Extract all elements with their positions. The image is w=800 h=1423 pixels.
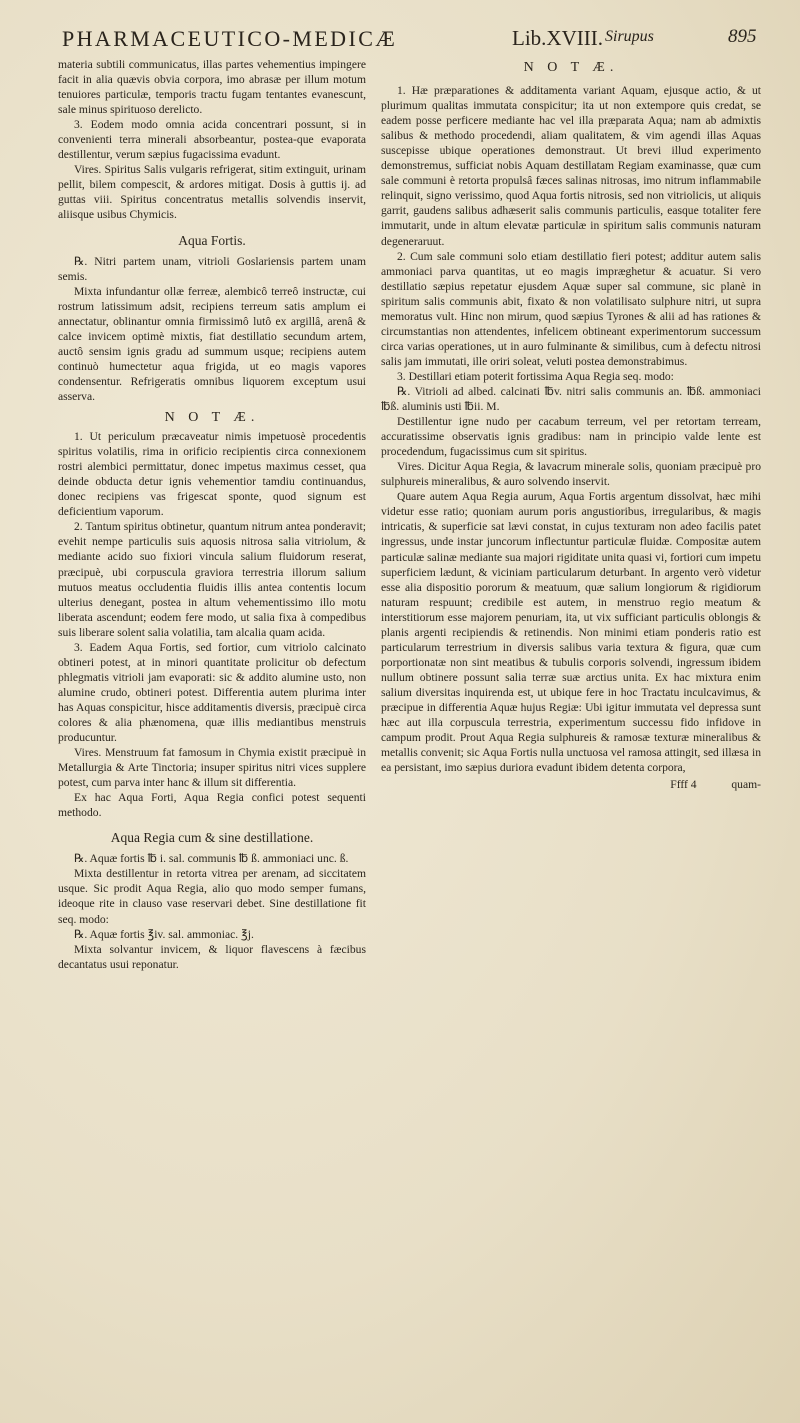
note: 2. Tantum spiritus obtinetur, quantum nitrum antea ponderavit; evehit nempe particulis suis aquosis nitrosa salia vitriolum, & mediante acido suo fixiori vincula salium fluidorum reserat, præcipuè, ubi corpuscula graviora terrestria illorum salium mutuos meatus occludentia fluidis illis antea contentis locum ulterius denegant, postea in altum vehementissimo illo motu liberata ascendunt; eodem fere modo, ut salia fixa à compedibus suis liberare solent salia volatilia, tam alcalia quam acida. <box>58 520 366 639</box>
running-header <box>60 20 790 54</box>
left-column <box>58 57 366 972</box>
recipe: ℞. Nitri partem unam, vitrioli Goslariensis partem unam semis. <box>58 254 366 283</box>
note: 1. Ut periculum præcaveatur nimis impetuosè procedentis spiritus volatilis, rima in orificio recipientis circa connexionem rostri alembici permittatur, donec impetus maximus cesset, qua deinde obducta detur ignis vehementior tamdiu continuandus, donec recipiens vas frigescat sponte, quod signum est deficientium vaporum. <box>58 430 366 519</box>
section-heading: Aqua Fortis. <box>178 232 246 248</box>
book-number: Lib.XVIII. <box>512 26 603 50</box>
notes-heading: N O T Æ. <box>523 60 619 75</box>
paragraph: 3. Eodem modo omnia acida concentrari possunt, si in convenienti terra minerali absorbeantur, postea-que evaporata destillentur, verum sæpius fugacissima evadunt. <box>58 118 366 162</box>
paragraph: materia subtili communicatus, illas partes vehementius impingere facit in alia quævis obvia corpora, imo abrasæ per illum motum tenuiores particulæ, temporis tractu fugam tentantes evanescunt, sale minus spirituoso derelicto. <box>58 58 366 117</box>
recipe: ℞. Aquæ fortis ℥iv. sal. ammoniac. ℥j. <box>74 927 254 941</box>
section-heading: Aqua Regia cum & sine destillatione. <box>110 830 314 846</box>
paragraph: Quare autem Aqua Regia aurum, Aqua Fortis argentum dissolvat, hæc mihi videtur esse ratio; quoniam aurum poris angustioribus, irregularibus, & magis intricatis, & superficie sat lævi constat, in cujus texturam non adeo facilis patet ingressus, unde instar juncorum inflectuntur particulæ fluidæ. Compositæ autem particulæ salinæ mediante sua majori rigiditate unita quasi vi, fortiori cum impetu superficiem lædunt, & viciniam particularum deturbant. In argento verò videtur esse alia dispositio pororum & meatuum, quæ salium longiorum & rigidiorum naturam respuunt; credibile est autem, in menstruo regio meatum & interstitiorum esse majorem penuriam, ita, ut vix sufficiant particulis oblongis & planis argenti recipiendis & retinendis. Non minimi etiam ponderis ratio est particularum terrestrium in diversis salibus varia textura & figura, quæ cum porportionatæ non sint meatibus & tubulis corporis solvendi, ingressum ibidem nullum obtinere possunt salia terræ suæ arctius unita. Ex hac mixtura enim salium diversitas inquirenda est, ut ubique fere in hoc Tractatu inculcavimus, & præcipue in differentia Aquæ hujus Regiæ: Ubi igitur immutata vel depressa sunt hæc aut illa corpuscula terrestria, experimentum successu fido infidove in campum prodit. Prout Aqua Regia sulphureis & ramosæ texturæ mineralibus & metallis convenit; sic Aqua Fortis nulla unctuosa vel ramosa attingit, sed illæsa in ea persistant, imo sæpius duriora evadunt ibidem detenta corpora, <box>381 490 761 775</box>
recipe: ℞. Aquæ fortis ℔ i. sal. communis ℔ ß. ammoniaci unc. ß. <box>74 852 349 866</box>
note: Vires. Menstruum fat famosum in Chymia existit præcipuè in Metallurgia & Arte Tinctoria; insuper spiritus nitri vices supplere potest, cum parva inter hanc & illum sit differentia. <box>58 746 366 790</box>
section-title: Sirupus <box>605 28 654 45</box>
catchword: quam- <box>731 778 761 792</box>
paragraph: Destillentur igne nudo per cacabum terreum, vel per retortam terream, accuratissime observatis ignis gradibus: nam in principio valde lente est procedendum, fugacissimus cum sit spiritus. <box>381 415 761 459</box>
note: Ex hac Aqua Forti, Aqua Regia confici potest sequenti methodo. <box>58 791 366 820</box>
signature-mark: Ffff 4 <box>670 778 697 792</box>
running-title: PHARMACEUTICO-MEDICÆ <box>62 26 398 51</box>
paragraph: Vires. Spiritus Salis vulgaris refrigerat, sitim extinguit, urinam pellit, bilem compescit, & ardores mitigat. Dosis à guttis ij. ad guttas viii. Spiritus concentratus metallis solvendis inservit, aliisque usibus Chymicis. <box>58 163 366 222</box>
paragraph: Vires. Dicitur Aqua Regia, & lavacrum minerale solis, quoniam præcipuè pro sulphureis mineralibus, & auro solvendo inservit. <box>381 460 761 489</box>
paragraph: Mixta infundantur ollæ ferreæ, alembicô terreô instructæ, cui rostrum latissimum adsit, recipiens terreum satis amplum ei annectatur, oblinantur omnia firmissimô lutô ex argillâ, arenâ & calce invicem optimè mixtis, fiat destillatio secundum artem, auctô sensim ignis gradu ad summum usque; recipiens autem continuò humectetur aqua frigida, ut eo magis vapores condensentur. Refrigeratis omnibus liquorem exceptum usui asserva. <box>58 284 366 403</box>
note: 1. Hæ præparationes & additamenta variant Aquam, ejusque actio, & ut plurimum qualitas immutata conspicitur; ita ut non extempore quis credat, se eadem posse perficere mediante hac vel illa præparata Aqua; nam ab admixtis salibus & methodo procedendi, aliam qualitatem, & vim agendi illas Aquas suscepisse ubique operationes demonstraut. Ut brevi illud experimento demonstremus, sufficiat nobis Aquam destillatam Regiam examinasse, quæ cum sale communi è retorta propulsâ fæces salinas nitrosas, imo nitrum inflammabile relinquit, signo verissimo, quod Aqua fortis nitrosis, sed non vitriolicis, ut aliquis garrit, gaudens salibus adhæserit salis communis particulis, easque totaliter fere immutarit, unde in altum elevatæ particulæ in spiritum salis communis naturam degeneraruut. <box>381 84 761 248</box>
notes-heading: N O T Æ. <box>164 410 260 426</box>
note: 3. Eadem Aqua Fortis, sed fortior, cum vitriolo calcinato obtineri potest, at in minori quantitate prolicitur ob defectum phlegmatis vitrioli jam evaporati: sic & addito alumine usto, non alumine crudo, obtineri potest. Differentia autem plurima inter has Aquas conspicitur, hisce additamentis diversis, præcipuè circa colores & alia phænomena, quæ illis mediantibus menstruis producuntur. <box>58 640 366 745</box>
note: 2. Cum sale communi solo etiam destillatio fieri potest; additur autem salis ammoniaci parva quantitas, ut eo magis impræghetur & acuatur. Si vero destillatio sæpius repetatur ejusdem Aquæ super sal commune, sic planè in spiritum salis communis abit, fixato & non volatilisato sulphure nitri, ut supra memoratus vult. Hinc non mirum, quod sæpius Tyrones & alii ad has rationes & circumstantias non attendentes, infelicem obtineant experimentorum successum circa varias operationes, ut in auro fulminante & similibus, cum à defectu nitrosi salis jam immutati, ille oriri soleat, veluti postea demonstrabimus. <box>381 249 761 368</box>
right-column <box>381 57 761 792</box>
page-footer <box>381 777 761 792</box>
paragraph: Mixta destillentur in retorta vitrea per arenam, ad siccitatem usque. Sic prodit Aqua Regia, alio quo modo semper fumans, ideoque rite in clauso vase reservari debet. Sine destillatione fit seq. modo: <box>58 867 366 926</box>
paragraph: Mixta solvantur invicem, & liquor flavescens à fæcibus decantatus usui reponatur. <box>58 942 366 971</box>
page-number: 895 <box>728 26 757 47</box>
note: 3. Destillari etiam poterit fortissima Aqua Regia seq. modo: <box>397 369 674 383</box>
recipe: ℞. Vitrioli ad albed. calcinati ℔v. nitri salis communis an. ℔ß. ammoniaci ℔ß. aluminis usti ℔ii. M. <box>381 384 761 414</box>
